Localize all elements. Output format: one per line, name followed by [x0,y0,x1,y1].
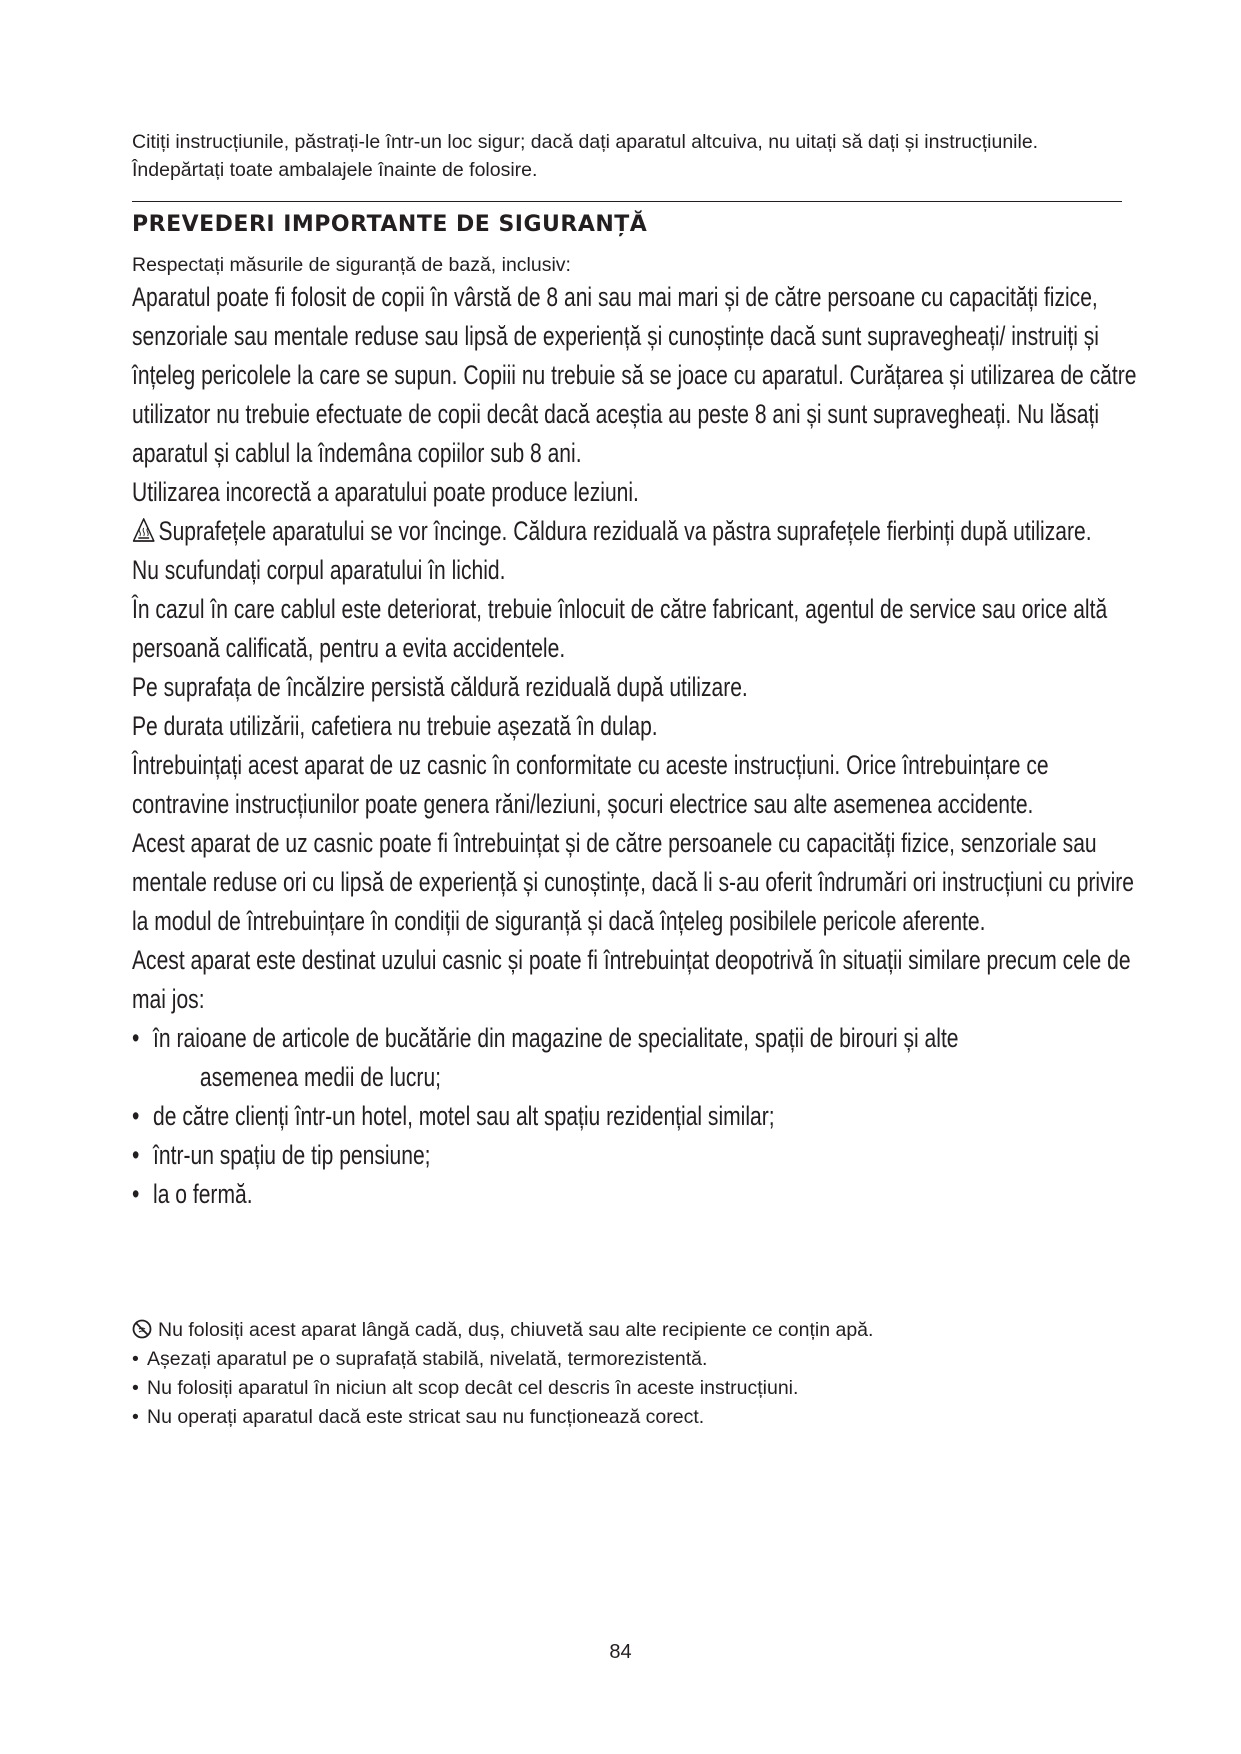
list-item [132,1019,1138,1097]
paragraph-damaged-cable: În cazul în care cablul este deteriorat, trebuie înlocuit de către fabricant, agentul de service sau orice altă persoană calificată, pentru a evita accidentele. [132,594,1108,663]
list-item-text: Nu folosiți aparatul în niciun alt scop decât cel descris în aceste instrucțiuni. [147,1377,799,1399]
list-item-text: Nu operați aparatul dacă este stricat sau nu funcționează corect. [147,1406,705,1428]
hot-surface-warning-icon [132,515,155,541]
list-item-text: într-un spațiu de tip pensiune; [153,1140,431,1170]
paragraph-incorrect-use: Utilizarea incorectă a aparatului poate produce leziuni. [132,477,639,507]
bullet: • [132,1101,140,1131]
paragraph-household-use: Întrebuințați acest aparat de uz casnic în conformitate cu aceste instrucțiuni. Orice întrebuințare ce contravine instrucțiunilor poate genera răni/leziuni, șocuri electrice sau alte asemenea accidente. [132,750,1049,819]
paragraph-children-supervision: Aparatul poate fi folosit de copii în vârstă de 8 ani sau mai mari și de către persoane cu capacități fizice, senzoriale sau mentale reduse sau lipsă de experiență și cunoștințe dacă sunt supravegheați/ instruiți și înțeleg pericolele la care se supun. Copiii nu trebuie să se joace cu aparatul. Curățarea și utilizarea de către utilizator nu trebuie efectuate de copii decât dacă aceștia au peste 8 ani și sunt supravegheați. Nu lăsați aparatul și cablul la îndemâna copiilor sub 8 ani. [132,282,1137,468]
warnings-list [132,1345,1132,1432]
paragraph-intended-use: Acest aparat este destinat uzului casnic și poate fi întrebuințat deopotrivă în situații similare precum cele de mai jos: [132,945,1131,1014]
list-item [132,1345,1132,1374]
list-item-text: Așezați aparatul pe o suprafață stabilă, nivelată, termorezistentă. [147,1348,708,1370]
list-item [132,1136,1138,1175]
section-title: PREVEDERI IMPORTANTE DE SIGURANȚĂ [132,212,648,237]
bullet: • [132,1140,140,1170]
list-item [132,1097,1138,1136]
paragraph-residual-heat: Pe suprafața de încălzire persistă căldură reziduală după utilizare. [132,672,748,702]
list-item [132,1175,1138,1214]
warning-water-text: Nu folosiți acest aparat lângă cadă, duș, chiuvetă sau alte recipiente ce conțin apă. [158,1319,874,1341]
additional-warnings [132,1316,1132,1432]
intro-line-2: Îndepărtați toate ambalajele înainte de folosire. [132,159,538,181]
warning-water [132,1316,1132,1345]
list-item [132,1374,1132,1403]
list-item-text: de către clienți într-un hotel, motel sau alt spațiu rezidențial similar; [153,1101,775,1131]
paragraph-reduced-capabilities: Acest aparat de uz casnic poate fi întrebuințat și de către persoanele cu capacități fizice, senzoriale sau mentale reduse ori cu lipsă de experiență și cunoștințe, dacă li s-au oferit îndrumări ori instrucțiuni cu privire la modul de întrebuințare în condiții de siguranță și dacă înțeleg posibilele pericole aferente. [132,828,1134,936]
bullet: • [132,1179,140,1209]
paragraph-no-immersion: Nu scufundați corpul aparatului în lichid. [132,555,506,585]
section-subtitle: Respectați măsurile de siguranță de bază, inclusiv: [132,254,571,276]
list-item-text: la o fermă. [153,1179,253,1209]
safety-instructions [132,278,1137,1214]
page-number: 84 [609,1641,632,1663]
paragraph-hot-surfaces [132,512,1138,551]
bullet: • [132,1377,139,1399]
section-divider [132,201,1122,202]
similar-situations-list [132,1019,1138,1214]
bullet: • [132,1348,139,1370]
list-item-continuation: asemenea medii de lucru; [199,1062,442,1092]
intro-text [132,128,1132,184]
bullet: • [132,1406,139,1428]
list-item-text: în raioane de articole de bucătărie din magazine de specialitate, spații de birouri și alte [153,1023,959,1053]
list-item [132,1403,1132,1432]
hot-surfaces-text: Suprafețele aparatului se vor încinge. Căldura reziduală va păstra suprafețele fierbinți după utilizare. [158,516,1092,546]
intro-line-1: Citiți instrucțiunile, păstrați-le într-un loc sigur; dacă dați aparatul altcuiva, nu uitați să dați și instrucțiunile. [132,131,1039,153]
bullet: • [132,1023,140,1053]
no-water-prohibition-icon [132,1319,152,1339]
paragraph-cupboard: Pe durata utilizării, cafetiera nu trebuie așezată în dulap. [132,711,658,741]
